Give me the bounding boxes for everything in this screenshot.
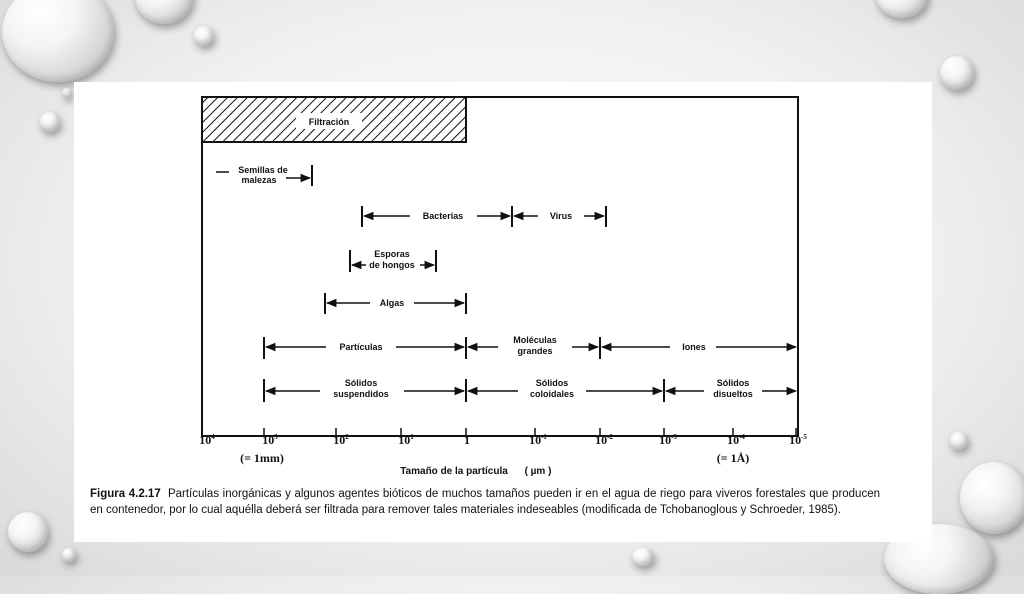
label-iones: Iones	[682, 342, 706, 352]
water-drop-decoration	[8, 512, 48, 552]
figure-label: Figura 4.2.17	[90, 488, 161, 500]
range-particulas	[264, 337, 466, 359]
diagram-frame	[202, 97, 798, 436]
label-solidos-dis-1: Sólidos	[716, 378, 750, 388]
tick-label: $10^1$	[398, 433, 414, 447]
figure-caption	[90, 486, 880, 518]
range-iones	[602, 342, 796, 352]
tick-label: $10^{-5}$	[789, 433, 807, 447]
water-drop-decoration	[62, 548, 76, 562]
range-virus	[514, 206, 606, 227]
water-drop-decoration	[960, 462, 1024, 534]
particle-size-diagram	[74, 82, 932, 542]
axis-unit: ( µm )	[524, 466, 552, 477]
label-particulas: Partículas	[339, 342, 383, 352]
label-bacterias: Bacterias	[422, 211, 464, 221]
water-drop-decoration	[950, 432, 968, 450]
water-drop-decoration	[62, 88, 72, 98]
water-drop-decoration	[876, 0, 928, 18]
label-solidos-dis-2: disueltos	[713, 389, 753, 399]
tick-label: $10^2$	[333, 433, 349, 447]
axis-note-left: (= 1mm)	[240, 451, 284, 465]
label-algas: Algas	[379, 298, 405, 308]
range-bacterias	[362, 206, 512, 227]
label-moleculas-2: grandes	[517, 346, 553, 356]
tick-label: $10^{-3}$	[659, 433, 677, 447]
label-solidos-susp-2: suspendidos	[333, 389, 389, 399]
water-drop-decoration	[940, 56, 974, 90]
slide-card	[74, 82, 932, 542]
label-solidos-col-1: Sólidos	[535, 378, 569, 388]
water-drop-decoration	[194, 26, 214, 46]
filtration-bar	[202, 97, 466, 142]
water-drop-decoration	[40, 112, 60, 132]
label-semillas-2: malezas	[241, 175, 277, 185]
axis-ticks	[202, 428, 796, 436]
range-solidos-suspendidos	[264, 378, 466, 402]
tick-label: $10^{-1}$	[529, 433, 547, 447]
water-drop-decoration	[135, 0, 193, 24]
tick-label: $10^{-2}$	[595, 433, 613, 447]
range-moleculas	[468, 335, 600, 359]
range-esporas	[350, 249, 436, 272]
label-solidos-susp-1: Sólidos	[344, 378, 378, 388]
filtration-label: Filtración	[308, 117, 350, 127]
label-virus: Virus	[549, 211, 573, 221]
label-moleculas-1: Moléculas	[513, 335, 557, 345]
caption-text: Partículas inorgánicas y algunos agentes bióticos de muchos tamaños pueden ir en el agua de riego para viveros forestales que producen en contenedor, por lo cual aquélla deberá ser filtrada para remover tales materiales indeseables (modificada de Tchobanoglous y Schroeder, 1985).	[90, 488, 880, 516]
range-solidos-coloidales	[468, 378, 664, 402]
water-drop-decoration	[632, 548, 654, 566]
tick-label: $10^4$	[199, 433, 215, 447]
label-semillas-1: Semillas de	[238, 165, 288, 175]
range-solidos-disueltos	[666, 378, 796, 399]
axis-note-right: (= 1Å)	[716, 451, 750, 465]
label-esporas-2: de hongos	[369, 260, 415, 270]
tick-label: 1	[464, 433, 470, 447]
tick-label: $10^{-4}$	[727, 433, 745, 447]
range-semillas	[216, 165, 312, 186]
tick-label: $10^3$	[262, 433, 278, 447]
axis-title: Tamaño de la partícula	[400, 466, 508, 477]
label-esporas-1: Esporas	[374, 249, 410, 259]
range-algas	[325, 293, 466, 314]
label-solidos-col-2: coloidales	[529, 389, 575, 399]
water-drop-decoration	[2, 0, 114, 82]
